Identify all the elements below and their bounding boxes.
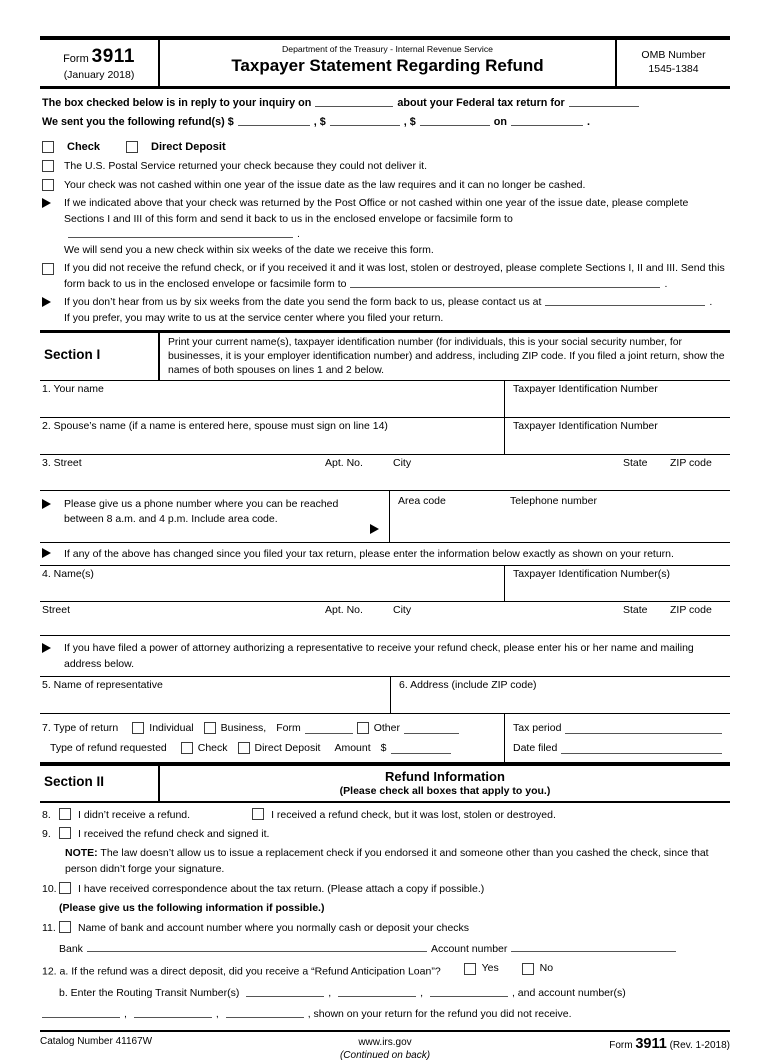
replacement-note <box>40 846 730 877</box>
amount-blank[interactable] <box>391 743 451 754</box>
account-number-2-blank[interactable] <box>134 1007 212 1018</box>
spouse-tin-field[interactable]: Taxpayer Identification Number <box>504 418 730 454</box>
other-blank[interactable] <box>404 723 459 734</box>
tax-period-label: Tax period <box>513 722 562 735</box>
bank-line <box>40 941 730 955</box>
footer-form-label: Form <box>609 1039 633 1051</box>
amount-label: Amount <box>334 742 371 755</box>
representative-address-field[interactable]: 6. Address (include ZIP code) <box>390 677 730 713</box>
footer-form-id <box>500 1036 730 1062</box>
checkbox-column <box>42 159 64 174</box>
type-of-return-label: 7. Type of return <box>42 722 119 735</box>
new-apt-field[interactable]: Apt. No. <box>325 604 363 617</box>
footer-center <box>270 1036 500 1062</box>
routing-number-2-blank[interactable] <box>338 986 416 997</box>
changed-note-row <box>40 543 730 565</box>
business-label: Business, <box>220 722 267 735</box>
bank-info-checkbox[interactable] <box>59 921 71 933</box>
your-name-field[interactable]: 1. Your name <box>42 383 104 396</box>
refund-check-label: Check <box>197 742 228 755</box>
item-9-row <box>40 827 730 841</box>
form-header <box>40 36 730 89</box>
form-number: 3911 <box>91 46 135 67</box>
address-row <box>40 455 730 491</box>
not-received-period: . <box>664 277 668 290</box>
form-number-line <box>40 46 158 68</box>
tax-period-cell <box>504 714 730 762</box>
routing-number-1-blank[interactable] <box>246 986 324 997</box>
intro-line1-text-b: about your Federal tax return for <box>397 97 565 109</box>
refund-date-blank[interactable] <box>511 115 583 126</box>
bank-label: Bank <box>59 943 83 956</box>
form-revision-date: (January 2018) <box>63 69 135 81</box>
yes-checkbox[interactable] <box>464 963 476 975</box>
contact-text-a: If you don’t hear from us by six weeks from the date you send the form back to us, please contact us at <box>64 296 542 308</box>
type-of-return-cell <box>40 714 504 762</box>
arrow-icon <box>42 499 51 509</box>
intro-line2-text: We sent you the following refund(s) $ <box>42 116 234 128</box>
no-option <box>522 961 553 976</box>
contact-text-wrap <box>64 295 730 326</box>
item-11-row <box>40 921 730 935</box>
tin-field[interactable]: Taxpayer Identification Number <box>504 381 730 417</box>
postal-returned-text: The U.S. Postal Service returned your check because they could not deliver it. <box>64 160 428 172</box>
apt-field[interactable]: Apt. No. <box>325 457 363 470</box>
section2-subtitle: (Please check all boxes that apply to you.) <box>339 785 551 798</box>
new-name-row <box>40 565 730 602</box>
postal-returned-checkbox[interactable] <box>42 160 54 172</box>
item-11-number: 11. <box>42 922 56 935</box>
new-city-field[interactable]: City <box>393 604 412 617</box>
received-signed-checkbox[interactable] <box>59 827 71 839</box>
state-field[interactable]: State <box>623 457 648 470</box>
intro-block <box>40 89 730 134</box>
new-street-field[interactable]: Street <box>42 604 71 617</box>
item-12b-end: , and account number(s) <box>511 986 626 999</box>
returned-period: . <box>297 228 300 240</box>
new-tins-field[interactable]: Taxpayer Identification Number(s) <box>504 566 730 601</box>
individual-label: Individual <box>149 722 194 735</box>
representative-row <box>40 676 730 714</box>
postal-returned-row <box>40 159 730 174</box>
zip-field[interactable]: ZIP code <box>670 457 712 470</box>
changed-note-text: If any of the above has changed since you filed your tax return, please enter the information below exactly as shown on your return. <box>64 548 674 561</box>
not-received-para <box>40 261 730 292</box>
return-type-line <box>42 718 504 738</box>
yes-option <box>464 961 499 976</box>
phone-note-cell <box>40 491 390 542</box>
no-label: No <box>539 962 554 975</box>
intro-line-1 <box>42 94 730 113</box>
intro-sep1: , $ <box>313 116 326 128</box>
bank-name-blank[interactable] <box>87 941 427 952</box>
telephone-field[interactable]: Telephone number <box>510 495 597 508</box>
received-signed-label: I received the refund check and signed it. <box>78 828 270 841</box>
name-row <box>40 381 730 418</box>
omb-label: OMB Number <box>641 49 706 61</box>
tax-period-blank[interactable] <box>565 723 722 734</box>
direct-deposit-checkbox[interactable] <box>126 141 138 153</box>
department-line: Department of the Treasury - Internal Revenue Service <box>281 44 493 54</box>
date-filed-blank[interactable] <box>561 743 722 754</box>
omb-block <box>617 40 730 86</box>
area-code-field[interactable]: Area code <box>398 495 446 508</box>
form-number-block <box>40 40 160 86</box>
comma: , <box>215 1007 219 1020</box>
not-cashed-text: Your check was not cashed within one year of the issue date as the law requires and it can no longer be cashed. <box>64 179 586 191</box>
fax-number-blank-1[interactable] <box>68 227 293 238</box>
yes-label: Yes <box>481 962 499 975</box>
form-footer <box>40 1030 730 1062</box>
section1-instructions: Print your current name(s), taxpayer identification number (for individuals, this is your social security number, for businesses, it is your employer identification number) and address, including ZIP code. If you filed a joint return, show the names of both spouses on lines 1 and 2 below. <box>168 337 725 376</box>
arrow-icon <box>42 297 51 307</box>
comma: , <box>328 986 332 999</box>
inquiry-date-blank[interactable] <box>315 96 393 107</box>
comma: , <box>124 1007 127 1020</box>
no-checkbox[interactable] <box>522 963 534 975</box>
item-10-row <box>40 882 730 896</box>
irs-website: www.irs.gov <box>358 1036 412 1048</box>
fax-number-blank-2[interactable] <box>350 277 660 288</box>
city-field[interactable]: City <box>393 457 412 470</box>
correspondence-label: I have received correspondence about the tax return. (Please attach a copy if possible.) <box>78 883 485 896</box>
date-filed-line <box>513 738 724 758</box>
routing-number-3-blank[interactable] <box>430 986 508 997</box>
street-field[interactable]: 3. Street <box>42 457 82 470</box>
item-10-note: (Please give us the following information if possible.) <box>59 902 325 915</box>
bank-info-label: Name of bank and account number where you normally cash or deposit your checks <box>78 922 470 935</box>
tax-year-blank[interactable] <box>569 96 639 107</box>
section2-title-block <box>160 766 730 801</box>
lost-stolen-label: I received a refund check, but it was lost, stolen or destroyed. <box>271 809 556 822</box>
direct-deposit-label: Direct Deposit <box>151 140 226 153</box>
section1-header <box>40 330 730 381</box>
contact-phone-blank[interactable] <box>545 295 705 306</box>
arrow-column <box>42 295 64 310</box>
continued-note: (Continued on back) <box>339 1049 431 1061</box>
item-12b-text: b. Enter the Routing Transit Number(s) <box>59 986 240 999</box>
checkbox-column <box>42 178 64 193</box>
note-text: The law doesn’t allow us to issue a replacement check if you endorsed it and someone other than you cashed the check, since that person didn’t forge your signature. <box>65 847 709 875</box>
returned-text-a: If we indicated above that your check was returned by the Post Office or not cashed within one year of the issue date, please complete Sections I and III of this form and send it back to us in the enclosed envelope or facsimile form to <box>64 197 689 225</box>
item-12b-row <box>40 986 730 1001</box>
phone-row <box>40 491 730 543</box>
arrow-icon <box>370 524 379 534</box>
arrow-column <box>42 196 64 211</box>
new-address-row <box>40 602 730 636</box>
arrow-column <box>42 547 64 562</box>
intro-on: on <box>493 116 507 128</box>
not-received-checkbox[interactable] <box>42 263 54 275</box>
returned-instruction-para <box>40 196 730 258</box>
footer-revision: (Rev. 1-2018) <box>669 1039 730 1051</box>
refund-amount-3-blank[interactable] <box>420 115 490 126</box>
individual-checkbox[interactable] <box>132 722 144 734</box>
not-cashed-checkbox[interactable] <box>42 179 54 191</box>
account-number-1-blank[interactable] <box>42 1007 120 1018</box>
refund-type-row <box>40 138 730 155</box>
date-filed-label: Date filed <box>513 742 558 755</box>
form-type-blank[interactable] <box>305 723 353 734</box>
item-12c-row <box>40 1007 730 1022</box>
phone-number-cell <box>390 491 730 542</box>
new-zip-field[interactable]: ZIP code <box>670 604 712 617</box>
returned-instruction-text <box>64 196 730 258</box>
contact-para <box>40 295 730 326</box>
spouse-name-field[interactable]: 2. Spouse’s name (if a name is entered here, spouse must sign on line 14) <box>42 420 388 433</box>
page-title: Taxpayer Statement Regarding Refund <box>231 56 544 75</box>
item-12a-row <box>40 961 730 980</box>
arrow-icon <box>42 548 51 558</box>
form-title-block <box>160 40 617 86</box>
refund-amount-1-blank[interactable] <box>238 115 310 126</box>
refund-direct-deposit-label: Direct Deposit <box>254 742 321 755</box>
no-refund-checkbox[interactable] <box>59 808 71 820</box>
refund-amount-2-blank[interactable] <box>330 115 400 126</box>
new-state-field[interactable]: State <box>623 604 648 617</box>
other-label: Other <box>373 722 400 735</box>
footer-form-number: 3911 <box>635 1035 667 1052</box>
comma: , <box>420 986 424 999</box>
other-checkbox[interactable] <box>357 722 369 734</box>
refund-requested-line <box>42 738 504 758</box>
contact-period: . <box>709 296 713 308</box>
item-8-row <box>40 808 730 822</box>
intro-sep2: , $ <box>403 116 416 128</box>
dollar-sign: $ <box>380 742 387 755</box>
arrow-icon <box>42 198 51 208</box>
account-number-blank[interactable] <box>511 941 676 952</box>
catalog-number: Catalog Number 41167W <box>40 1035 153 1047</box>
item-9-number: 9. <box>42 828 51 841</box>
returned-text-b: We will send you a new check within six weeks of the date we receive this form. <box>64 243 434 256</box>
spouse-name-row <box>40 418 730 455</box>
arrow-column <box>42 641 64 656</box>
phone-note-text: Please give us a phone number where you can be reached between 8 a.m. and 4 p.m. Include area code. <box>64 498 339 526</box>
form-type-label: Form <box>276 722 301 735</box>
representative-name-field[interactable]: 5. Name of representative <box>42 679 163 692</box>
section2-title: Refund Information <box>385 769 505 785</box>
form-label: Form <box>63 53 89 65</box>
check-checkbox[interactable] <box>42 141 54 153</box>
item-10-number: 10. <box>42 883 57 896</box>
item-8-number: 8. <box>42 809 51 822</box>
poa-note-para <box>40 641 730 672</box>
checkbox-column <box>42 261 64 276</box>
business-checkbox[interactable] <box>204 722 216 734</box>
type-of-refund-label: Type of refund requested <box>50 742 167 755</box>
item-12c-end: , shown on your return for the refund you did not receive. <box>307 1007 572 1020</box>
contact-text-b: If you prefer, you may write to us at the service center where you filed your return. <box>64 311 444 324</box>
not-received-text: If you did not receive the refund check, or if you received it and it was lost, stolen or destroyed, please complete Sections I, II and III. Send this form back to us in the enclosed envelope or facsimile form to <box>64 262 725 290</box>
intro-line1-text-a: The box checked below is in reply to your inquiry on <box>42 97 312 109</box>
account-number-3-blank[interactable] <box>226 1007 304 1018</box>
intro-line-2 <box>42 113 730 132</box>
section2-label: Section II <box>40 766 160 801</box>
note-label: NOTE: <box>65 847 98 860</box>
tax-period-line <box>513 718 724 738</box>
lost-stolen-checkbox[interactable] <box>252 808 264 820</box>
omb-number: 1545-1384 <box>648 63 699 75</box>
correspondence-checkbox[interactable] <box>59 882 71 894</box>
section1-label: Section I <box>40 333 160 380</box>
not-cashed-row <box>40 178 730 193</box>
arrow-icon <box>42 643 51 653</box>
refund-check-checkbox[interactable] <box>181 742 193 754</box>
not-received-text-wrap <box>64 261 730 292</box>
refund-direct-deposit-checkbox[interactable] <box>238 742 250 754</box>
no-refund-label: I didn’t receive a refund. <box>78 809 191 822</box>
item-12a-text: 12. a. If the refund was a direct deposit, did you receive a “Refund Anticipation Loan”? <box>42 965 441 978</box>
poa-note-text: If you have filed a power of attorney authorizing a representative to receive your refund check, please enter his or her name and mailing address below. <box>64 642 694 670</box>
type-of-return-row <box>40 714 730 763</box>
new-names-field[interactable]: 4. Name(s) <box>42 568 94 581</box>
account-number-label: Account number <box>430 943 508 956</box>
arrow-column <box>42 497 64 542</box>
section2-header <box>40 763 730 803</box>
check-label: Check <box>67 140 101 153</box>
intro-period: . <box>587 116 590 128</box>
